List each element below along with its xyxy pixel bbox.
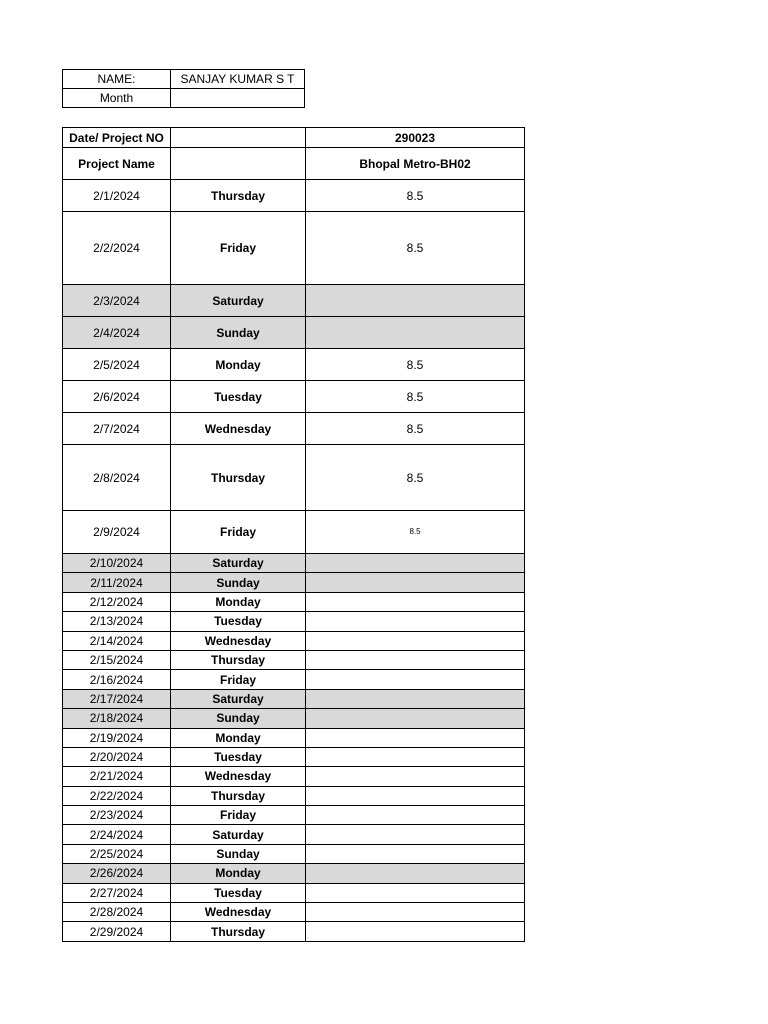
- hours-cell: [306, 285, 525, 317]
- day-cell: Tuesday: [171, 883, 306, 902]
- project-name-row: [63, 148, 525, 180]
- timesheet-row: [63, 844, 525, 863]
- day-cell: Wednesday: [171, 631, 306, 650]
- date-cell: 2/13/2024: [63, 612, 171, 631]
- timesheet-row: [63, 806, 525, 825]
- hours-cell: [306, 670, 525, 689]
- hours-cell: [306, 592, 525, 611]
- date-cell: 2/2/2024: [63, 212, 171, 285]
- date-cell: 2/14/2024: [63, 631, 171, 650]
- timesheet-row: [63, 786, 525, 805]
- date-cell: 2/20/2024: [63, 747, 171, 766]
- name-row: [63, 70, 305, 89]
- day-cell: Sunday: [171, 844, 306, 863]
- day-cell: Friday: [171, 670, 306, 689]
- month-value: [171, 89, 305, 108]
- hours-cell: [306, 767, 525, 786]
- timesheet-row: [63, 381, 525, 413]
- date-cell: 2/6/2024: [63, 381, 171, 413]
- hours-cell: [306, 631, 525, 650]
- day-cell: Saturday: [171, 689, 306, 708]
- date-cell: 2/5/2024: [63, 349, 171, 381]
- hours-cell: [306, 825, 525, 844]
- date-cell: 2/29/2024: [63, 922, 171, 941]
- day-cell: Saturday: [171, 554, 306, 573]
- date-cell: 2/1/2024: [63, 180, 171, 212]
- hours-cell: [306, 650, 525, 669]
- date-cell: 2/21/2024: [63, 767, 171, 786]
- hours-cell: 8.5: [306, 212, 525, 285]
- date-cell: 2/19/2024: [63, 728, 171, 747]
- project-no-label: Date/ Project NO: [63, 128, 171, 148]
- day-cell: Monday: [171, 349, 306, 381]
- date-cell: 2/12/2024: [63, 592, 171, 611]
- timesheet-body: [63, 128, 525, 942]
- day-cell: Saturday: [171, 285, 306, 317]
- hours-cell: [306, 883, 525, 902]
- timesheet-row: [63, 650, 525, 669]
- timesheet-row: [63, 511, 525, 554]
- project-name-label: Project Name: [63, 148, 171, 180]
- day-cell: Monday: [171, 728, 306, 747]
- timesheet-row: [63, 689, 525, 708]
- date-cell: 2/23/2024: [63, 806, 171, 825]
- day-cell: Wednesday: [171, 767, 306, 786]
- day-cell: Friday: [171, 212, 306, 285]
- day-cell: Sunday: [171, 317, 306, 349]
- date-cell: 2/11/2024: [63, 573, 171, 592]
- timesheet-row: [63, 413, 525, 445]
- hours-cell: [306, 573, 525, 592]
- hours-cell: [306, 728, 525, 747]
- day-cell: Sunday: [171, 573, 306, 592]
- timesheet-row: [63, 864, 525, 883]
- date-cell: 2/16/2024: [63, 670, 171, 689]
- name-label: NAME:: [63, 70, 171, 89]
- timesheet-row: [63, 612, 525, 631]
- timesheet-row: [63, 747, 525, 766]
- hours-cell: [306, 786, 525, 805]
- hours-cell: 8.5: [306, 180, 525, 212]
- date-cell: 2/4/2024: [63, 317, 171, 349]
- hours-cell: [306, 689, 525, 708]
- month-label: Month: [63, 89, 171, 108]
- timesheet-row: [63, 670, 525, 689]
- hours-cell: [306, 747, 525, 766]
- date-cell: 2/15/2024: [63, 650, 171, 669]
- project-name-spacer: [171, 148, 306, 180]
- date-cell: 2/7/2024: [63, 413, 171, 445]
- hours-cell: [306, 864, 525, 883]
- day-cell: Wednesday: [171, 413, 306, 445]
- timesheet-row: [63, 767, 525, 786]
- day-cell: Tuesday: [171, 381, 306, 413]
- day-cell: Thursday: [171, 180, 306, 212]
- hours-cell: [306, 922, 525, 941]
- date-cell: 2/27/2024: [63, 883, 171, 902]
- day-cell: Tuesday: [171, 612, 306, 631]
- day-cell: Monday: [171, 592, 306, 611]
- date-cell: 2/9/2024: [63, 511, 171, 554]
- month-row: [63, 89, 305, 108]
- day-cell: Sunday: [171, 709, 306, 728]
- hours-cell: [306, 806, 525, 825]
- name-value: SANJAY KUMAR S T: [171, 70, 305, 89]
- timesheet-row: [63, 883, 525, 902]
- timesheet-row: [63, 728, 525, 747]
- hours-cell: [306, 903, 525, 922]
- date-cell: 2/8/2024: [63, 445, 171, 511]
- project-no-spacer: [171, 128, 306, 148]
- timesheet-row: [63, 180, 525, 212]
- hours-cell: [306, 612, 525, 631]
- date-cell: 2/26/2024: [63, 864, 171, 883]
- timesheet-row: [63, 631, 525, 650]
- day-cell: Tuesday: [171, 747, 306, 766]
- timesheet-row: [63, 903, 525, 922]
- timesheet-row: [63, 285, 525, 317]
- day-cell: Wednesday: [171, 903, 306, 922]
- timesheet-row: [63, 922, 525, 941]
- date-cell: 2/24/2024: [63, 825, 171, 844]
- timesheet-row: [63, 212, 525, 285]
- hours-cell: [306, 709, 525, 728]
- date-cell: 2/18/2024: [63, 709, 171, 728]
- timesheet-row: [63, 573, 525, 592]
- timesheet-table: [62, 127, 525, 942]
- date-cell: 2/3/2024: [63, 285, 171, 317]
- hours-cell: [306, 844, 525, 863]
- date-cell: 2/22/2024: [63, 786, 171, 805]
- timesheet-row: [63, 709, 525, 728]
- day-cell: Saturday: [171, 825, 306, 844]
- project-no-value: 290023: [306, 128, 525, 148]
- timesheet-row: [63, 349, 525, 381]
- date-cell: 2/10/2024: [63, 554, 171, 573]
- day-cell: Monday: [171, 864, 306, 883]
- timesheet-row: [63, 445, 525, 511]
- day-cell: Thursday: [171, 786, 306, 805]
- hours-cell: [306, 317, 525, 349]
- hours-cell: 8.5: [306, 413, 525, 445]
- project-name-value: Bhopal Metro-BH02: [306, 148, 525, 180]
- day-cell: Friday: [171, 806, 306, 825]
- hours-cell: [306, 554, 525, 573]
- hours-cell: 8.5: [306, 381, 525, 413]
- date-cell: 2/25/2024: [63, 844, 171, 863]
- hours-cell: 8.5: [306, 349, 525, 381]
- hours-cell: 8.5: [306, 511, 525, 554]
- timesheet-row: [63, 317, 525, 349]
- timesheet-row: [63, 554, 525, 573]
- day-cell: Thursday: [171, 445, 306, 511]
- timesheet-row: [63, 825, 525, 844]
- day-cell: Thursday: [171, 650, 306, 669]
- day-cell: Thursday: [171, 922, 306, 941]
- date-cell: 2/28/2024: [63, 903, 171, 922]
- date-cell: 2/17/2024: [63, 689, 171, 708]
- employee-info-table: [62, 69, 305, 108]
- timesheet-row: [63, 592, 525, 611]
- hours-cell: 8.5: [306, 445, 525, 511]
- project-no-row: [63, 128, 525, 148]
- day-cell: Friday: [171, 511, 306, 554]
